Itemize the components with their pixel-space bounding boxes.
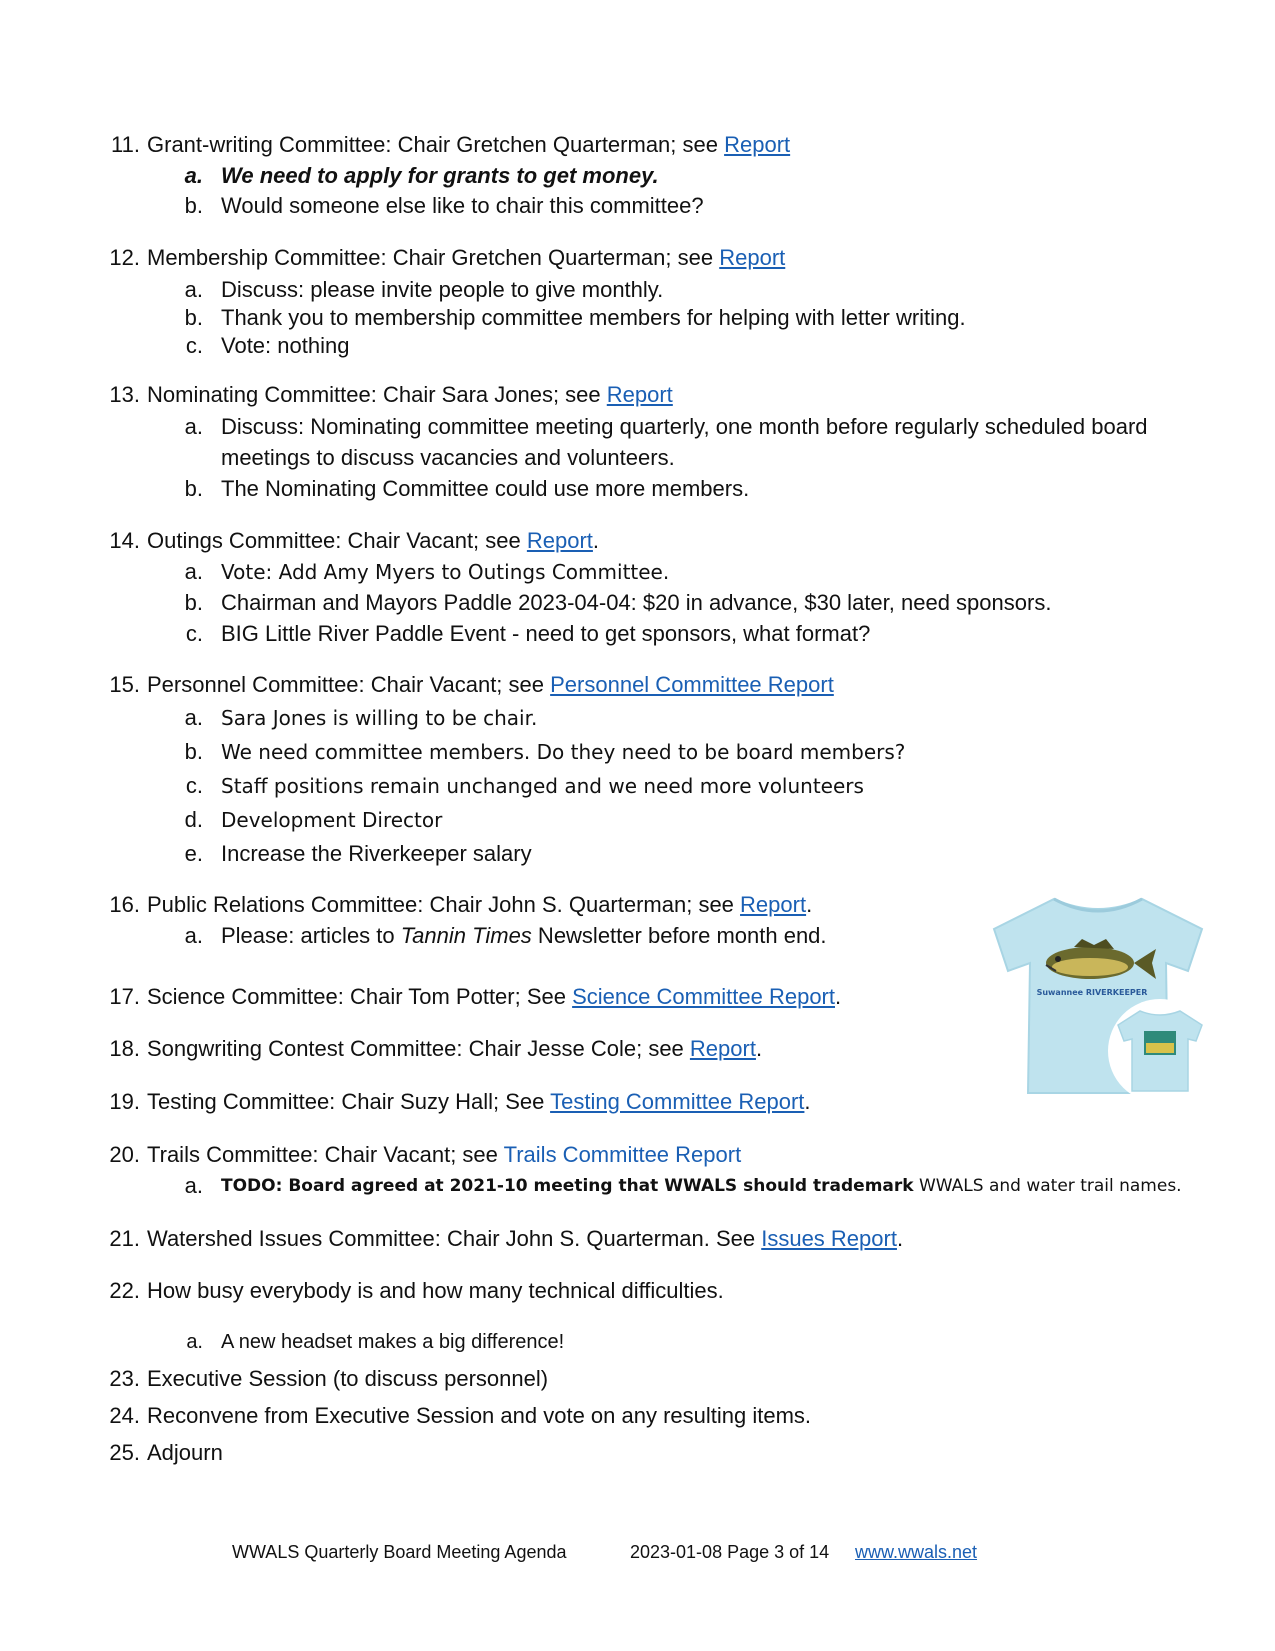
item-text: Trails Committee: Chair Vacant; see (147, 1142, 504, 1167)
sub-letter: b. (184, 305, 203, 330)
item-number: 20. (109, 1142, 140, 1167)
item-text: How busy everybody is and how many technical difficulties. (147, 1278, 724, 1303)
todo-note: TODO: Board agreed at 2021-10 meeting that WWALS should trademark (221, 1176, 914, 1196)
item-number: 13. (109, 382, 140, 407)
sub-letter: c. (185, 621, 203, 646)
sub-letter: a. (186, 1331, 203, 1353)
sub-text-continued: meetings to discuss vacancies and volunteers. (221, 445, 675, 470)
item-number: 21. (109, 1226, 140, 1251)
sub-text: Discuss: please invite people to give monthly. (221, 277, 664, 302)
item-number: 18. (109, 1036, 140, 1061)
sub-text: Vote: Add Amy Myers to Outings Committee. (221, 560, 670, 584)
sub-letter: a. (184, 559, 203, 584)
sub-letter: a. (184, 277, 203, 302)
sub-text: Vote: nothing (221, 333, 350, 358)
item-number: 25. (109, 1440, 140, 1465)
item-number: 24. (109, 1403, 140, 1428)
sub-text: Would someone else like to chair this committee? (221, 193, 704, 218)
item-number: 23. (109, 1366, 140, 1391)
sub-text: The Nominating Committee could use more members. (221, 476, 750, 501)
sub-letter: a. (184, 923, 203, 948)
item-text: Personnel Committee: Chair Vacant; see (147, 672, 551, 697)
report-link[interactable]: Report (689, 1036, 756, 1061)
item-text: Grant-writing Committee: Chair Gretchen Quarterman; see (147, 132, 725, 157)
footer-title: WWALS Quarterly Board Meeting Agenda (232, 1542, 567, 1562)
item-number: 19. (109, 1089, 140, 1114)
tshirt-logo-text: Suwannee RIVERKEEPER (1036, 988, 1148, 997)
item-text: Songwriting Contest Committee: Chair Jesse Cole; see (147, 1036, 690, 1061)
sub-text: TODO: Board agreed at 2021-10 meeting that WWALS should trademark WWALS and water trail names. (221, 1176, 1182, 1196)
report-link[interactable]: Report (740, 892, 807, 917)
sub-text: Increase the Riverkeeper salary (221, 841, 532, 866)
sub-letter: a. (184, 705, 203, 730)
report-link[interactable]: Report (526, 528, 593, 553)
report-link[interactable]: Report (724, 132, 791, 157)
sub-text: Development Director (221, 808, 443, 832)
sub-letter: b. (184, 193, 203, 218)
item-number: 14. (109, 528, 140, 553)
item-text: Testing Committee: Chair Suzy Hall; See (147, 1089, 551, 1114)
personnel-report-link[interactable]: Personnel Committee Report (550, 672, 834, 697)
sub-text: A new headset makes a big difference! (221, 1331, 565, 1353)
issues-report-link[interactable]: Issues Report (761, 1226, 897, 1251)
item-text: Nominating Committee: Chair Sara Jones; see (147, 382, 607, 407)
item-text: Membership Committee: Chair Gretchen Quarterman; see (147, 245, 720, 270)
testing-report-link[interactable]: Testing Committee Report (550, 1089, 805, 1114)
item-text: Adjourn (147, 1440, 223, 1465)
sub-letter: b. (184, 739, 203, 764)
sub-letter: c. (185, 773, 203, 798)
sub-text: Please: articles to Tannin Times Newsletter before month end. (221, 923, 827, 948)
sub-letter: b. (184, 590, 203, 615)
sub-text: We need committee members. Do they need to be board members? (221, 740, 906, 764)
science-report-link[interactable]: Science Committee Report (572, 984, 835, 1009)
sub-letter: a. (184, 414, 203, 439)
sub-letter: e. (184, 841, 203, 866)
item-text: Science Committee: Chair Tom Potter; See (147, 984, 573, 1009)
sub-letter: b. (184, 476, 203, 501)
sub-letter: c. (185, 333, 203, 358)
sub-text: BIG Little River Paddle Event - need to get sponsors, what format? (221, 621, 871, 646)
sub-text: Sara Jones is willing to be chair. (221, 706, 538, 730)
sub-text: Staff positions remain unchanged and we need more volunteers (221, 774, 864, 798)
sub-text: Discuss: Nominating committee meeting quarterly, one month before regularly scheduled board (221, 414, 1148, 439)
item-number: 15. (109, 672, 140, 697)
item-text: Watershed Issues Committee: Chair John S. Quarterman. See (147, 1226, 762, 1251)
item-number: 16. (109, 892, 140, 917)
item-text: Executive Session (to discuss personnel) (147, 1366, 549, 1391)
item-number: 22. (109, 1278, 140, 1303)
newsletter-title: Tannin Times (400, 923, 532, 948)
footer-date-page: 2023-01-08 Page 3 of 14 (630, 1542, 830, 1562)
item-number: 12. (109, 245, 140, 270)
item-number: 17. (109, 984, 140, 1009)
item-text: Reconvene from Executive Session and vote on any resulting items. (147, 1403, 812, 1428)
sub-text: Chairman and Mayors Paddle 2023-04-04: $20 in advance, $30 later, need sponsors. (221, 590, 1052, 615)
sub-text: Thank you to membership committee members for helping with letter writing. (221, 305, 966, 330)
report-link[interactable]: Report (606, 382, 673, 407)
item-text: Public Relations Committee: Chair John S. Quarterman; see (147, 892, 741, 917)
trails-report-link[interactable]: Trails Committee Report (503, 1142, 742, 1167)
sub-letter: a. (184, 1173, 203, 1198)
riverkeeper-tshirt-image (990, 893, 1206, 1103)
sub-letter: a. (184, 163, 203, 188)
sub-text: We need to apply for grants to get money. (221, 163, 659, 188)
item-text: Outings Committee: Chair Vacant; see (147, 528, 527, 553)
footer-website-link[interactable]: www.wwals.net (855, 1542, 978, 1562)
item-number: 11. (111, 132, 140, 157)
sub-letter: d. (184, 807, 203, 832)
report-link[interactable]: Report (719, 245, 786, 270)
